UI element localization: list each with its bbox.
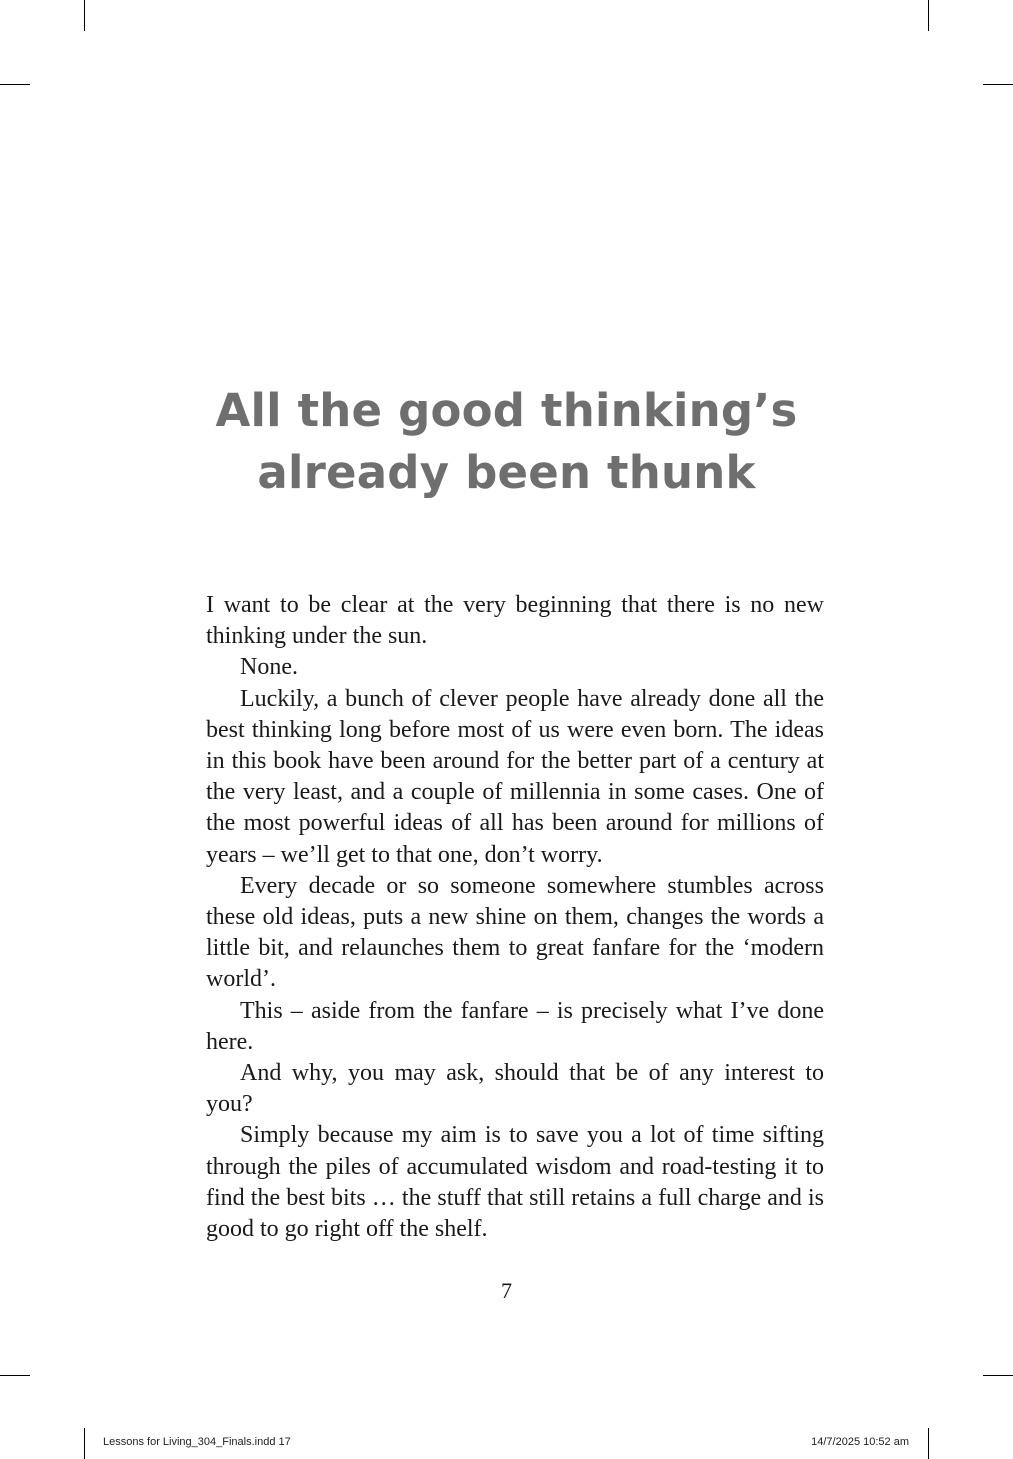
paragraph: This – aside from the fanfare – is precisely what I’ve done here.: [206, 997, 824, 1055]
chapter-title-line-1: All the good thinking’s: [215, 384, 798, 437]
chapter-body: [206, 590, 824, 1245]
crop-mark-right-lower: [983, 1375, 1013, 1376]
crop-mark-top-right: [928, 0, 929, 31]
paragraph: Simply because my aim is to save you a lot of time sifting through the piles of accumulated wisdom and road-testing it to find the best bits … the stuff that still retains a full charge and is good to go right off the shelf.: [206, 1122, 824, 1243]
slug-timestamp: 14/7/2025 10:52 am: [811, 1436, 909, 1448]
crop-mark-left-upper: [0, 84, 30, 85]
crop-mark-left-lower: [0, 1375, 30, 1376]
chapter-title: [0, 380, 1013, 504]
crop-mark-top-left: [84, 0, 85, 31]
page-number: 7: [501, 1278, 512, 1303]
paragraph: Luckily, a bunch of clever people have already done all the best thinking long before most of us were even born. The ideas in this book have been around for the better part of a century at the very least, and a couple of millennia in some cases. One of the most powerful ideas of all has been around for millions of years – we’ll get to that one, don’t worry.: [206, 685, 824, 868]
paragraph: I want to be clear at the very beginning that there is no new thinking under the sun.: [206, 592, 824, 650]
crop-mark-bottom-right: [928, 1428, 929, 1459]
crop-mark-right-upper: [983, 84, 1013, 85]
paragraph: And why, you may ask, should that be of any interest to you?: [206, 1060, 824, 1118]
chapter-title-line-2: already been thunk: [257, 446, 756, 499]
slug-filename: Lessons for Living_304_Finals.indd 17: [103, 1436, 291, 1448]
paragraph: None.: [240, 654, 298, 681]
crop-mark-bottom-left: [84, 1428, 85, 1459]
paragraph: Every decade or so someone somewhere stumbles across these old ideas, puts a new shine on them, changes the words a little bit, and relaunches them to great fanfare for the ‘modern world’.: [206, 872, 824, 993]
